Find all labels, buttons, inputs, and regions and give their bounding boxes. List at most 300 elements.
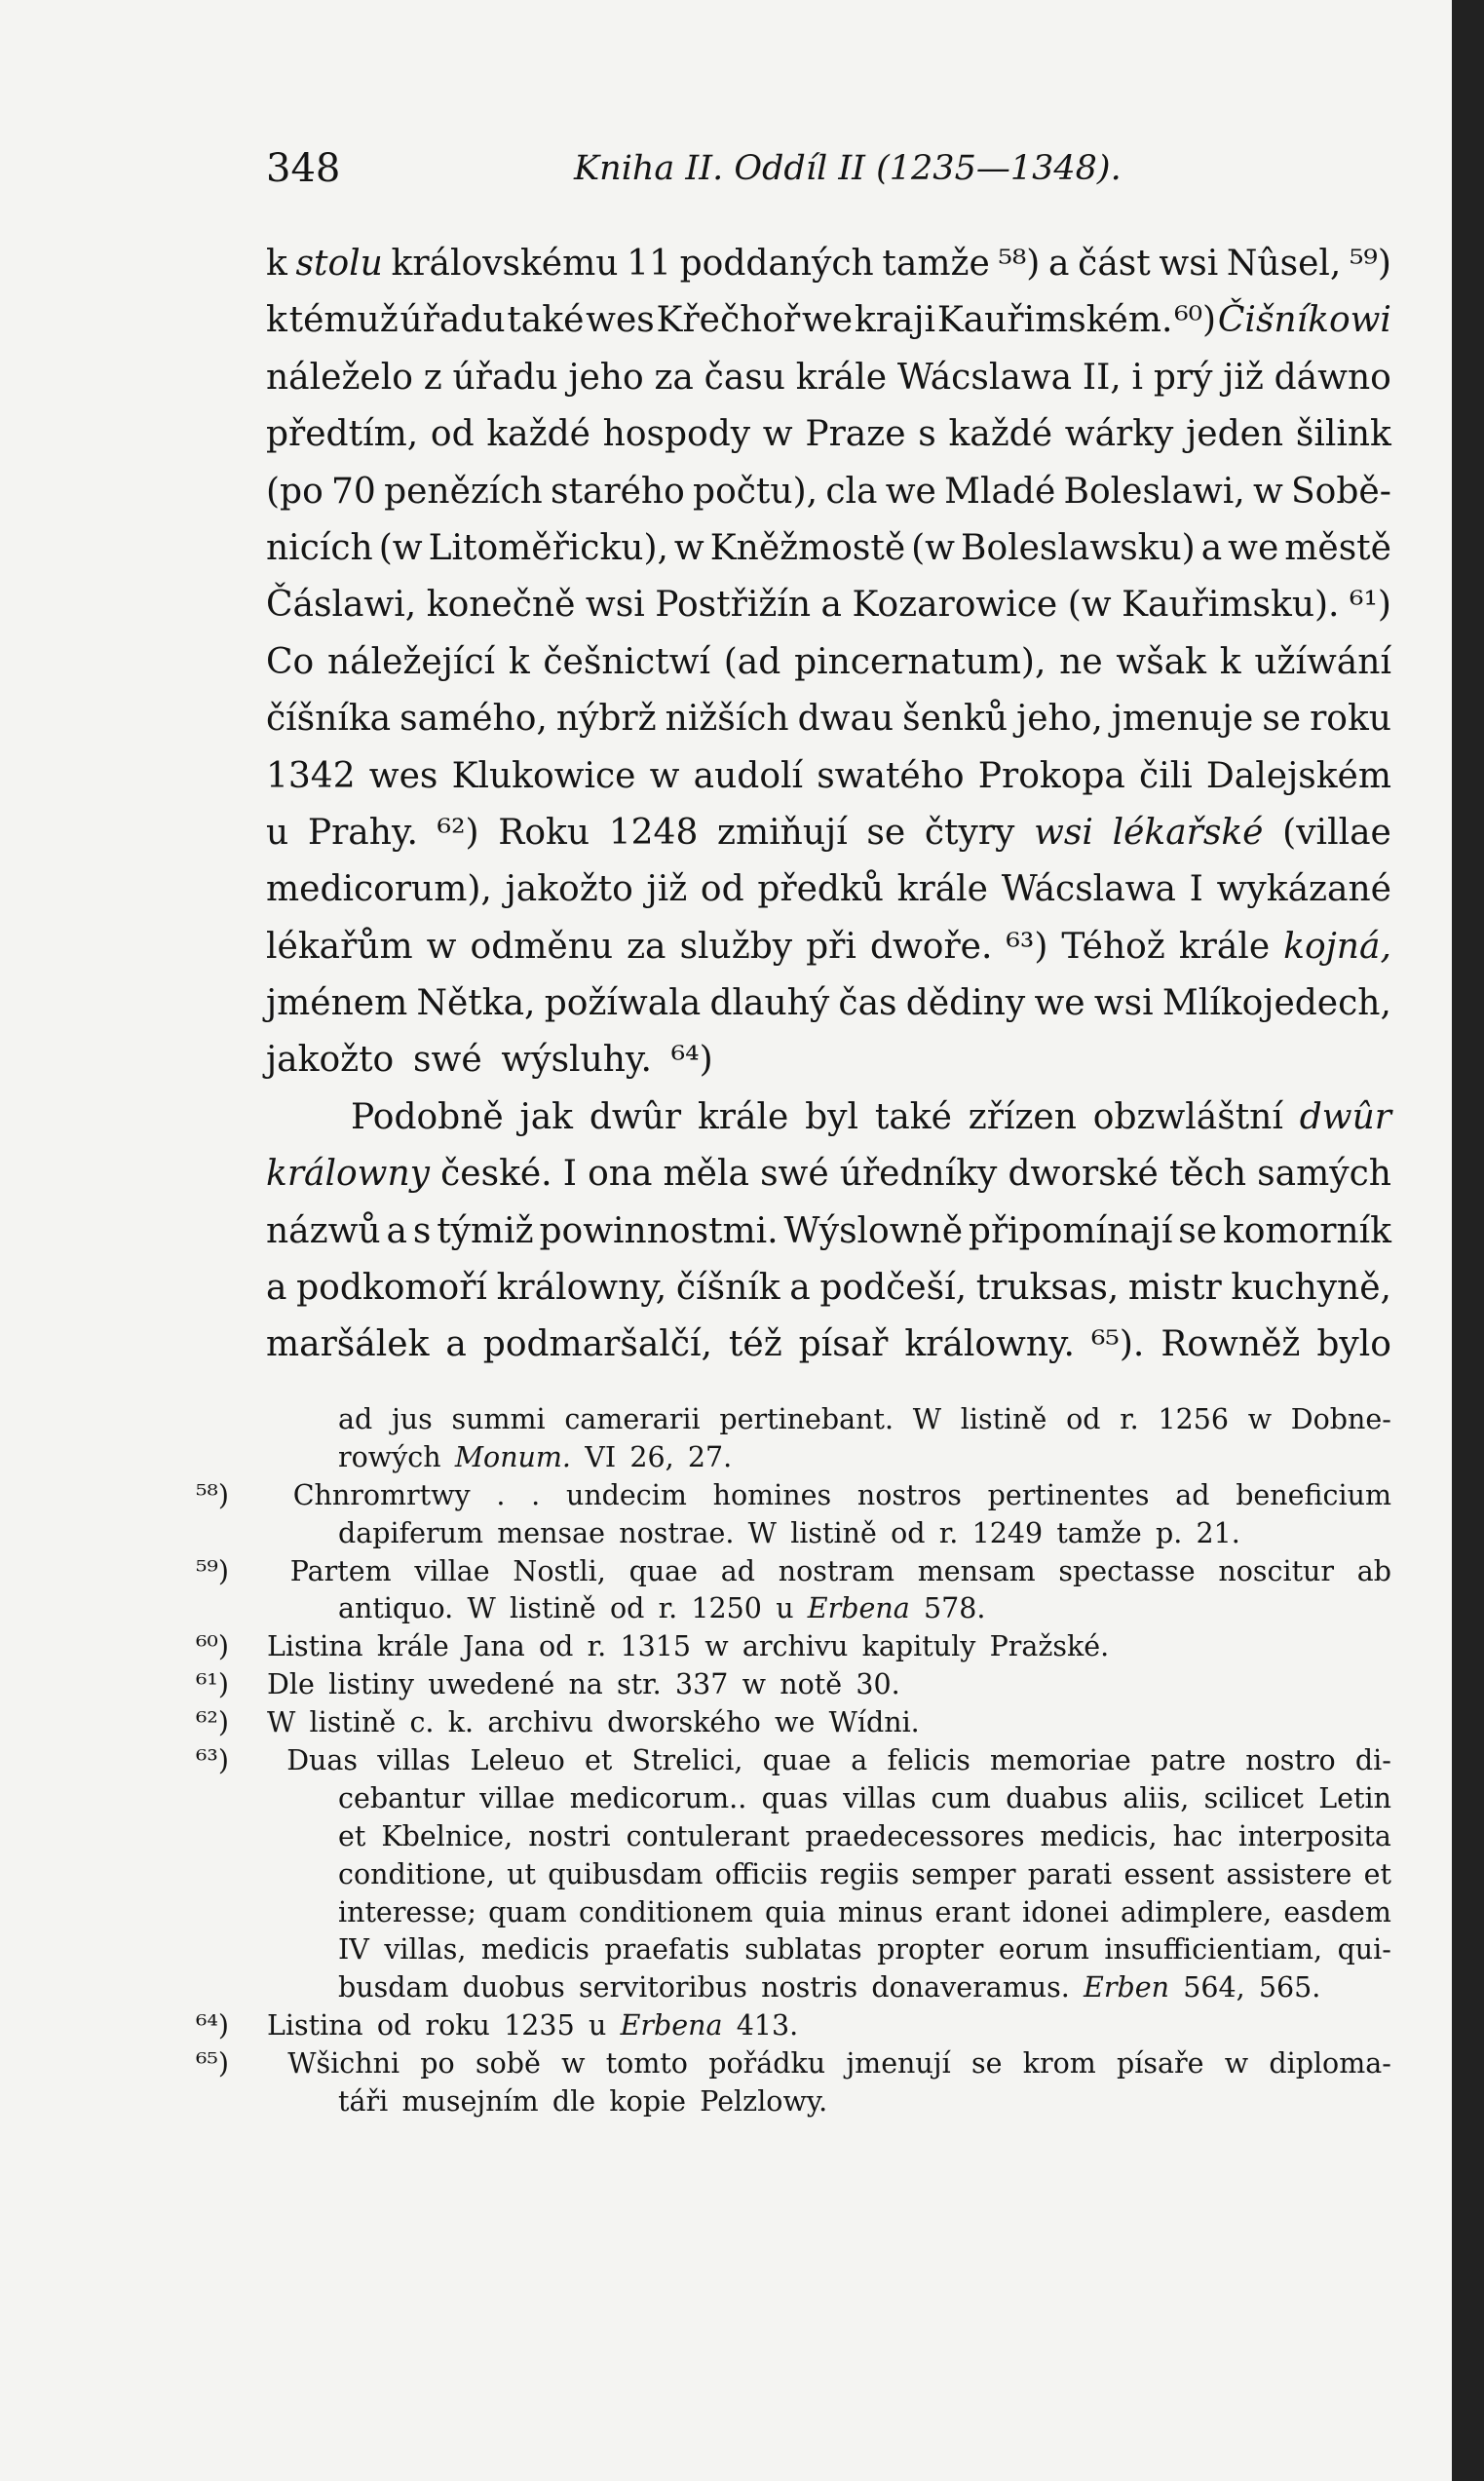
text-line <box>266 1032 1391 1088</box>
word: králowny <box>266 1154 431 1195</box>
word: Rowněž <box>1161 1324 1301 1365</box>
word: Wácslawa <box>1001 869 1176 910</box>
word: ut <box>507 1857 536 1890</box>
word: od <box>609 1592 645 1625</box>
word: w <box>742 1668 766 1701</box>
text-line <box>266 805 1391 861</box>
word: listině <box>510 1592 596 1625</box>
word: (w <box>911 527 955 568</box>
word: Kauřimském. <box>936 300 1173 341</box>
word: 578. <box>923 1592 986 1625</box>
footnote-line <box>267 1894 1391 1932</box>
word: šilink <box>1295 414 1391 455</box>
word: (villae <box>1282 812 1391 853</box>
word: quae <box>628 1554 699 1587</box>
footnote-line <box>196 2007 1391 2045</box>
word: aliis, <box>1123 1781 1190 1814</box>
word: Téhož <box>1061 926 1165 967</box>
word: qui- <box>1337 1933 1391 1966</box>
word: eorum <box>998 1933 1089 1966</box>
word: w <box>762 414 793 455</box>
word: obzwláštní <box>1092 1096 1283 1137</box>
word: wsi <box>1159 244 1219 284</box>
text-line <box>266 634 1391 691</box>
word: předtím, <box>266 414 419 455</box>
word: w <box>1252 471 1283 512</box>
word: 413. <box>736 2009 799 2042</box>
footnote-line <box>196 1553 1391 1591</box>
text-line <box>266 520 1391 577</box>
text-line <box>266 577 1391 633</box>
word: Dobne- <box>1290 1403 1391 1435</box>
word: ne <box>1059 641 1103 682</box>
word: pertinentes <box>987 1478 1150 1511</box>
footnote-marker: ⁵⁹) <box>196 1554 229 1587</box>
text-line <box>266 1203 1391 1260</box>
word: listině <box>960 1403 1047 1435</box>
word: jakožto <box>266 1040 395 1081</box>
word: et <box>585 1744 613 1777</box>
footnote-line <box>196 1742 1391 1780</box>
word: beneficium <box>1236 1478 1391 1511</box>
word: scilicet <box>1203 1781 1304 1814</box>
word: W <box>747 1516 777 1549</box>
word: nostri <box>528 1819 611 1852</box>
word: swé <box>413 1040 482 1081</box>
word: Chnromrtwy <box>292 1478 471 1511</box>
word: insufficientiam, <box>1104 1933 1323 1966</box>
word: nostrae. <box>619 1516 735 1549</box>
word: písaře <box>1117 2047 1204 2080</box>
word: officiis <box>714 1857 809 1890</box>
footnote-marker: ⁶³) <box>196 1744 229 1777</box>
word: r. <box>1120 1403 1139 1435</box>
word: se <box>970 2047 1003 2080</box>
word: Pelzlowy. <box>700 2085 828 2118</box>
word: Jana <box>462 1630 525 1663</box>
word: Monum. <box>454 1440 571 1473</box>
page-number: 348 <box>266 146 341 191</box>
word: 1235 <box>504 2009 575 2042</box>
word: regiis <box>819 1857 899 1890</box>
word: W <box>467 1592 496 1625</box>
word: již <box>1223 357 1264 398</box>
word: hospody <box>602 414 751 455</box>
word: ⁵⁹) <box>1350 244 1391 284</box>
word: Klukowice <box>451 755 636 796</box>
word: Nostli, <box>513 1554 606 1587</box>
word: týmiž <box>437 1210 534 1251</box>
word: notě <box>780 1668 843 1701</box>
scan-edge <box>1452 0 1484 2481</box>
word: ona <box>588 1154 653 1195</box>
word: kapituly <box>861 1630 976 1663</box>
word: kuchyně, <box>1231 1268 1391 1309</box>
word: od <box>891 1516 926 1549</box>
word: undecim <box>565 1478 687 1511</box>
word: témuž <box>288 300 399 341</box>
word: Wídni. <box>828 1706 920 1739</box>
word: uwedené <box>428 1668 555 1701</box>
word: část <box>1078 244 1151 284</box>
footnote-line <box>267 1401 1391 1439</box>
word: šenků <box>902 699 1008 740</box>
word: praefatis <box>604 1933 730 1966</box>
word: písař <box>798 1324 889 1365</box>
word: komorník <box>1222 1210 1391 1251</box>
word: Nětka, <box>416 983 536 1024</box>
word: tamže <box>1056 1516 1142 1549</box>
word: Kněžmostě <box>709 527 906 568</box>
footnote-line <box>267 1969 1391 2007</box>
word: se <box>1178 1210 1218 1251</box>
text-line <box>266 236 1391 292</box>
word: sublatas <box>744 1933 862 1966</box>
word: Erbena <box>620 2009 723 2042</box>
word: (w <box>1067 585 1112 626</box>
word: Partem <box>289 1554 392 1587</box>
text-line <box>266 748 1391 805</box>
word: Kozarowice <box>852 585 1058 626</box>
word: propter <box>877 1933 984 1966</box>
text-line <box>266 975 1391 1032</box>
word: 1249 <box>971 1516 1044 1549</box>
word: jakožto <box>505 869 633 910</box>
footnote-line <box>196 2045 1391 2083</box>
footnote-line <box>196 1477 1391 1515</box>
word: et <box>1363 1857 1391 1890</box>
text-line <box>266 464 1391 520</box>
word: nostros <box>856 1478 962 1511</box>
word: antiquo. <box>338 1592 454 1625</box>
word: úřadu <box>452 357 558 398</box>
word: adimplere, <box>1121 1895 1273 1928</box>
word: parati <box>1027 1857 1113 1890</box>
word: táři <box>338 2085 389 2118</box>
word: dle <box>552 2085 596 2118</box>
word: náležející <box>326 641 496 682</box>
word: nostro <box>1245 1744 1336 1777</box>
text-line <box>266 1146 1391 1202</box>
text-line <box>266 919 1391 975</box>
word: číšník <box>675 1268 780 1309</box>
word: zmiňují <box>717 812 848 853</box>
word: I <box>562 1154 577 1195</box>
footnote-marker: ⁶⁴) <box>196 2009 229 2042</box>
word: wárky <box>1064 414 1174 455</box>
word: swé <box>760 1154 829 1195</box>
word: pořádku <box>708 2047 826 2080</box>
word: villae <box>479 1781 555 1814</box>
word: felicis <box>887 1744 970 1777</box>
word: dědiny <box>905 983 1026 1024</box>
footnote-line <box>267 1439 1391 1477</box>
word: Křečhoř <box>656 300 801 341</box>
word: jménem <box>266 983 408 1024</box>
word: tomto <box>605 2047 688 2080</box>
word: wšak <box>1116 641 1206 682</box>
word: duobus <box>462 1971 565 2004</box>
footnote-marker: ⁶²) <box>196 1706 229 1739</box>
word: busdam <box>338 1971 449 2004</box>
word: dwûr <box>589 1096 682 1137</box>
word: krále <box>697 1096 789 1137</box>
word: conditionem <box>578 1895 753 1928</box>
word: náleželo <box>266 357 413 398</box>
word: poddaných <box>679 244 874 284</box>
word: Praze <box>805 414 906 455</box>
word: k <box>266 244 287 284</box>
word: p. <box>1155 1516 1183 1549</box>
word: ad <box>338 1403 373 1435</box>
word: ab <box>1356 1554 1391 1587</box>
word: Postřižín <box>655 585 812 626</box>
word: w <box>426 926 457 967</box>
word: samých <box>1257 1154 1391 1195</box>
word: IV <box>338 1933 369 1966</box>
word: u <box>266 812 289 853</box>
word: Wácslawa <box>896 357 1073 398</box>
word: krále <box>1178 926 1271 967</box>
word: truksas, <box>975 1268 1120 1309</box>
word: králowny, <box>496 1268 667 1309</box>
word: cum <box>931 1781 991 1814</box>
word: medicorum), <box>266 869 492 910</box>
word: quia <box>764 1895 826 1928</box>
word: dwoře. <box>869 926 993 967</box>
word: we <box>885 471 936 512</box>
word: donaveramus. <box>871 1971 1070 2004</box>
word: Erben <box>1084 1971 1169 2004</box>
word: 1256 <box>1158 1403 1229 1435</box>
word: 11 <box>627 244 671 284</box>
word: 1250 <box>691 1592 762 1625</box>
word: Letin <box>1318 1781 1391 1814</box>
word: již <box>646 869 688 910</box>
word: dáwno <box>1274 357 1391 398</box>
word: erant <box>934 1895 1010 1928</box>
text-line <box>266 861 1391 918</box>
word: kraji <box>854 300 936 341</box>
word: sobě <box>475 2047 541 2080</box>
word: od <box>700 869 744 910</box>
word: Wýslowně <box>783 1210 964 1251</box>
word: a <box>445 1324 467 1365</box>
word: od <box>430 414 475 455</box>
word: Boleslawsku) <box>960 527 1196 568</box>
word: et <box>338 1819 366 1852</box>
word: času <box>704 357 785 398</box>
text-line <box>266 1089 1391 1146</box>
word: r. <box>658 1592 678 1625</box>
word: k <box>508 641 530 682</box>
word: dlauhý <box>709 983 830 1024</box>
word: 26, <box>629 1440 674 1473</box>
word: ad <box>720 1554 756 1587</box>
word: k <box>1219 641 1241 682</box>
word: W <box>267 1706 296 1739</box>
word: medicorum.. <box>569 1781 747 1814</box>
word: wykázané <box>1216 869 1391 910</box>
word: konečně <box>426 585 576 626</box>
word: Duas <box>286 1744 359 1777</box>
word: essent <box>1123 1857 1215 1890</box>
text-line <box>266 292 1391 349</box>
word: archivu <box>487 1706 593 1739</box>
footnote-line <box>267 1590 1391 1628</box>
word: w <box>1224 2047 1249 2080</box>
word: ⁶²) <box>437 812 479 853</box>
word: české. <box>440 1154 552 1195</box>
text-line <box>266 691 1391 747</box>
word: rowých <box>338 1440 441 1473</box>
word: od <box>538 1630 574 1663</box>
word: 1342 <box>266 755 356 796</box>
word: s <box>918 414 936 455</box>
word: čili <box>1139 755 1193 796</box>
word: Prokopa <box>977 755 1125 796</box>
word: 1248 <box>608 812 699 853</box>
word: II, <box>1082 357 1122 398</box>
word: Kauřimsku). <box>1122 585 1340 626</box>
word: každé <box>486 414 590 455</box>
word: krom <box>1022 2047 1096 2080</box>
word: (po <box>266 471 323 512</box>
word: kopie <box>609 2085 687 2118</box>
word: ⁶⁵). <box>1090 1324 1145 1365</box>
word: quas <box>761 1781 828 1814</box>
word: Pražské. <box>989 1630 1110 1663</box>
word: Leleuo <box>470 1744 565 1777</box>
word: dworské <box>1008 1154 1159 1195</box>
word: zřízen <box>968 1096 1077 1137</box>
word: dapiferum <box>338 1516 484 1549</box>
word: listině <box>309 1706 397 1739</box>
word: bylo <box>1316 1324 1391 1365</box>
word: semper <box>911 1857 1016 1890</box>
word: služby <box>679 926 793 967</box>
word: byl <box>805 1096 859 1137</box>
word: královskému <box>391 244 619 284</box>
word: jeho, <box>1016 699 1103 740</box>
word: od <box>1066 1403 1101 1435</box>
word: villas, <box>384 1933 467 1966</box>
footnote-line <box>267 1818 1391 1856</box>
word: lékařské <box>1112 812 1264 853</box>
word: podčeší, <box>819 1268 968 1309</box>
word: mensae <box>497 1516 605 1549</box>
word: se <box>1262 699 1302 740</box>
word: také <box>507 300 585 341</box>
word: po <box>420 2047 455 2080</box>
word: minus <box>837 1895 924 1928</box>
word: summi <box>451 1403 546 1435</box>
word: nicích <box>266 527 373 568</box>
word: stolu <box>295 244 383 284</box>
word: camerarii <box>564 1403 701 1435</box>
word: úřadu <box>400 300 506 341</box>
word: 564, <box>1183 1971 1245 2004</box>
word: roku <box>1310 699 1391 740</box>
word: wýsluhy. <box>501 1040 652 1081</box>
word: w <box>1247 1403 1273 1435</box>
word: cla <box>825 471 878 512</box>
word: interesse; <box>338 1895 476 1928</box>
word: cebantur <box>338 1781 465 1814</box>
word: r. <box>938 1516 959 1549</box>
word: měla <box>663 1154 749 1195</box>
word: Boleslawi, <box>1063 471 1245 512</box>
word: 21. <box>1196 1516 1240 1549</box>
text-line <box>266 406 1391 463</box>
word: nýbrž <box>555 699 657 740</box>
word: 1315 <box>620 1630 691 1663</box>
footnote-marker: ⁶¹) <box>196 1668 229 1701</box>
word: mensam <box>917 1554 1036 1587</box>
word: těch <box>1168 1154 1247 1195</box>
word: praedecessores <box>805 1819 1025 1852</box>
word: conditione, <box>338 1857 495 1890</box>
word: c. <box>409 1706 435 1739</box>
word: 70 <box>331 471 376 512</box>
footnote-line <box>267 1780 1391 1818</box>
word: w <box>673 527 704 568</box>
footnote-marker: ⁶⁵) <box>196 2047 229 2080</box>
word: pincernatum), <box>794 641 1046 682</box>
word: Čáslawi, <box>266 585 417 626</box>
word: též <box>728 1324 782 1365</box>
word: r. <box>587 1630 607 1663</box>
word: 27. <box>687 1440 733 1473</box>
word: Litoměřicku), <box>428 527 668 568</box>
word: krále <box>376 1630 449 1663</box>
word: Prahy. <box>307 812 418 853</box>
word: quae <box>762 1744 832 1777</box>
word: krále <box>795 357 888 398</box>
word: číšníka <box>266 699 392 740</box>
word: u <box>588 2009 607 2042</box>
word: samého, <box>400 699 548 740</box>
word: s <box>412 1210 432 1251</box>
footnote-line <box>196 1704 1391 1742</box>
word: pertinebant. <box>719 1403 894 1435</box>
footnote-line <box>267 1515 1391 1553</box>
word: memoriae <box>990 1744 1131 1777</box>
word: W <box>912 1403 942 1435</box>
footnote-line <box>267 1931 1391 1969</box>
word: VI <box>585 1440 617 1473</box>
word: w <box>649 755 680 796</box>
word: podmaršalčí, <box>482 1324 712 1365</box>
word: quibusdam <box>548 1857 704 1890</box>
word: ad <box>1175 1478 1210 1511</box>
word: I <box>1189 869 1203 910</box>
main-text <box>266 236 1391 1374</box>
word: villas <box>843 1781 917 1814</box>
word: z <box>423 357 442 398</box>
word: jus <box>391 1403 433 1435</box>
word: ⁶⁴) <box>670 1040 713 1081</box>
word: krále <box>896 869 988 910</box>
word: podkomoří <box>296 1268 487 1309</box>
word: k <box>266 300 287 341</box>
word: wes <box>586 300 655 341</box>
word: městě <box>1284 527 1391 568</box>
word: Erbena <box>807 1592 910 1625</box>
word: quam <box>488 1895 567 1928</box>
word: Čišníkowi <box>1217 300 1391 341</box>
word: od <box>376 2009 412 2042</box>
